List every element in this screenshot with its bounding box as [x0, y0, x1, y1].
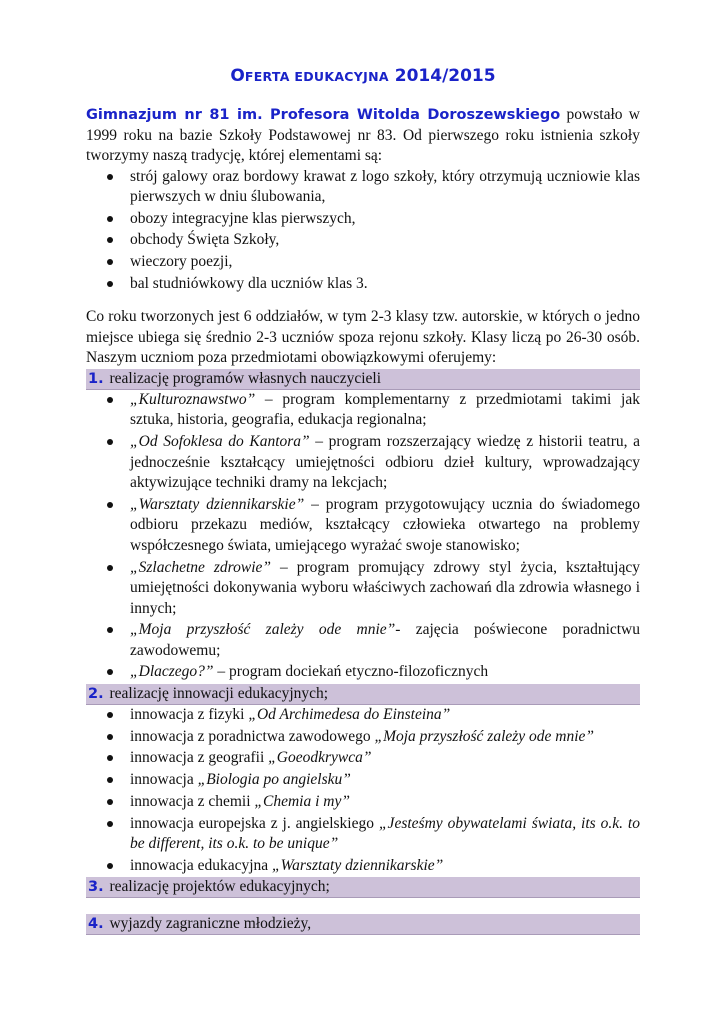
list-item: bal studniówkowy dla uczniów klas 3. — [86, 274, 640, 295]
list-item: wieczory poezji, — [86, 252, 640, 273]
list-item: „Od Sofoklesa do Kantora” – program rozszerzający wiedzę z historii teatru, a jednocześnie kształcący umiejętności odbioru dzieł kultury, wprowadzający aktywizujące techniki dramy na lekcjach; — [86, 432, 640, 494]
list-item: innowacja europejska z j. angielskiego „Jesteśmy obywatelami świata, its o.k. to be different, its o.k. to be unique” — [86, 814, 640, 855]
list-item: innowacja „Biologia po angielsku” — [86, 770, 640, 791]
list-item: innowacja z chemii „Chemia i my” — [86, 792, 640, 813]
list-item: obchody Święta Szkoły, — [86, 230, 640, 251]
traditions-list — [86, 167, 640, 295]
programs-list — [86, 390, 640, 683]
document-page — [86, 64, 640, 935]
section-heading-2: 2. realizację innowacji edukacyjnych; — [86, 684, 640, 705]
section-heading-1: 1. realizację programów własnych nauczycieli — [86, 369, 640, 390]
school-name: Gimnazjum nr 81 im. Profesora Witolda Doroszewskiego — [86, 107, 561, 123]
list-item: strój galowy oraz bordowy krawat z logo szkoły, który otrzymują uczniowie klas pierwszych w dniu ślubowania, — [86, 167, 640, 208]
list-item: innowacja z fizyki „Od Archimedesa do Einsteina” — [86, 705, 640, 726]
list-item: „Kulturoznawstwo” – program komplementarny z przedmiotami takimi jak sztuka, historia, geografia, edukacja regionalna; — [86, 390, 640, 431]
list-item: „Dlaczego?” – program dociekań etyczno-filozoficznych — [86, 662, 640, 683]
classes-paragraph: Co roku tworzonych jest 6 oddziałów, w tym 2-3 klasy tzw. autorskie, w których o jedno miejsce ubiega się średnio 2-3 uczniów spoza rejonu szkoły. Klasy liczą po 26-30 osób. Naszym uczniom poza przedmiotami obowiązkowymi oferujemy: — [86, 308, 640, 367]
section-heading-4: 4. wyjazdy zagraniczne młodzieży, — [86, 914, 640, 935]
list-item: innowacja z geografii „Goeodkrywca” — [86, 748, 640, 769]
page-title: OFERTA EDUKACYJNA 2014/2015 — [230, 66, 496, 86]
list-item: obozy integracyjne klas pierwszych, — [86, 209, 640, 230]
intro-paragraph: Gimnazjum nr 81 im. Profesora Witolda Doroszewskiego powstało w 1999 roku na bazie Szkoły Podstawowej nr 83. Od pierwszego roku istnienia szkoły tworzymy naszą tradycję, której elementami są: — [86, 106, 640, 164]
list-item: „Szlachetne zdrowie” – program promujący zdrowy styl życia, kształtujący umiejętności dokonywania wyboru właściwych zachowań dla zdrowia własnego i innych; — [86, 558, 640, 620]
list-item: „Warsztaty dziennikarskie” – program przygotowujący ucznia do świadomego odbioru przekazu mediów, kształcący człowieka otwartego na problemy współczesnego świata, umiejącego wyrażać swoje stanowisko; — [86, 495, 640, 557]
list-item: innowacja z poradnictwa zawodowego „Moja przyszłość zależy ode mnie” — [86, 727, 640, 748]
innovations-list — [86, 705, 640, 876]
section-heading-3: 3. realizację projektów edukacyjnych; — [86, 877, 640, 898]
list-item: „Moja przyszłość zależy ode mnie”- zajęcia poświecone poradnictwu zawodowemu; — [86, 620, 640, 661]
list-item: innowacja edukacyjna „Warsztaty dziennikarskie” — [86, 856, 640, 877]
